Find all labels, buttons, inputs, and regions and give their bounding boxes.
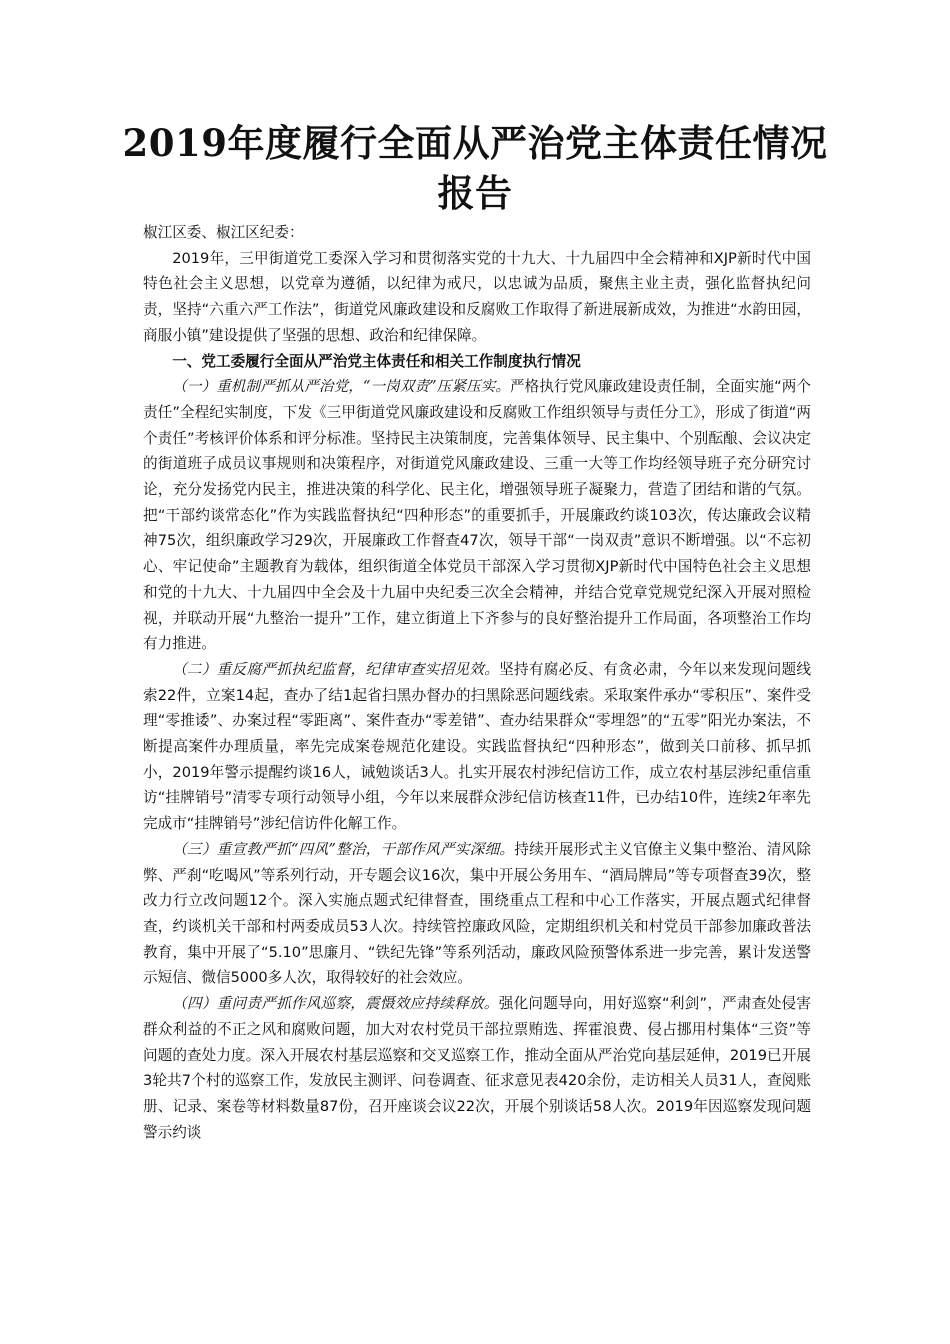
paragraph-1 (143, 374, 811, 657)
document-title (110, 118, 840, 218)
paragraph-4-text: 强化问题导向，用好巡察“利剑”，严肃查处侵害群众利益的不正之风和腐败问题，加大对农村党员干部拉票贿选、挥霍浪费、侵占挪用村集体“三资”等问题的查处力度。深入开展农村基层巡察和交叉巡察工作，推动全面从严治党向基层延伸，2019已开展3轮共7个村的巡察工作，发放民主测评、问卷调查、征求意见表420余份，走访相关人员31人，查阅账册、记录、案卷等材料数量87份，召开座谈会议22次，开展个别谈话58人次。2019年因巡察发现问题警示约谈 (143, 995, 811, 1141)
title-line-2: 报告 (437, 171, 513, 215)
section-heading-1: 一、党工委履行全面从严治党主体责任和相关工作制度执行情况 (172, 352, 581, 370)
document-body (143, 220, 811, 1145)
paragraph-2 (143, 657, 811, 837)
title-line-1: 2019年度履行全面从严治党主体责任情况 (122, 121, 828, 165)
paragraph-4-heading: （四）重问责严抓作风巡察，震慑效应持续释放。 (172, 995, 499, 1013)
paragraph-4 (143, 991, 811, 1145)
paragraph-2-text: 坚持有腐必反、有贪必肃，今年以来发现问题线索22件，立案14起，查办了结1起省扫黑办督办的扫黑除恶问题线索。采取案件承办“零积压”、案件受理“零推诿”、办案过程“零距离”、案件查办“零差错”、查办结果群众“零埋怨”的“五零”阳光办案法，不断提高案件办理质量，率先完成案卷规范化建设。实践监督执纪“四种形态”，做到关口前移、抓早抓小，2019年警示提醒约谈16人，诫勉谈话3人。扎实开展农村涉纪信访工作，成立农村基层涉纪重信重访“挂牌销号”清零专项行动领导小组，今年以来展群众涉纪信访核查11件，已办结10件，连续2年率先完成市“挂牌销号”涉纪信访件化解工作。 (143, 660, 811, 833)
intro-paragraph: 2019年，三甲街道党工委深入学习和贯彻落实党的十九大、十九届四中全会精神和XJP新时代中国特色社会主义思想，以党章为遵循，以纪律为戒尺，以忠诚为品质，聚焦主业主责，强化监督执纪问责，坚持“六重六严工作法”，街道党风廉政建设和反腐败工作取得了新进展新成效，为推进“水韵田园，商服小镇”建设提供了坚强的思想、政治和纪律保障。 (143, 249, 811, 344)
salutation: 椒江区委、椒江区纪委： (143, 224, 304, 241)
paragraph-2-heading: （二）重反腐严抓执纪监督，纪律审查实招见效。 (172, 660, 500, 678)
paragraph-3-heading: （三）重宣教严抓“四风”整治，干部作风严实深细。 (172, 840, 515, 858)
paragraph-1-text: 严格执行党风廉政建设责任制，全面实施“两个责任”全程纪实制度，下发《三甲街道党风廉政建设和反腐败工作组织领导与责任分工》，形成了街道“两个责任”考核评价体系和评分标准。坚持民主决策制度，完善集体领导、民主集中、个别酝酿、会议决定的街道班子成员议事规则和决策程序，对街道党风廉政建设、三重一大等工作均经领导班子充分研究讨论，充分发扬党内民主，推进决策的科学化、民主化，增强领导班子凝聚力，营造了团结和谐的气氛。把“干部约谈常态化”作为实践监督执纪“四种形态”的重要抓手，开展廉政约谈103次，传达廉政会议精神75次，组织廉政学习29次，开展廉政工作督查47次，领导干部“一岗双责”意识不断增强。以“不忘初心、牢记使命”主题教育为载体，组织街道全体党员干部深入学习贯彻XJP新时代中国特色社会主义思想和党的十九大、十九届四中全会及十九届中央纪委三次全会精神，并结合党章党规党纪深入开展对照检视，并联动开展“九整治一提升”工作，建立街道上下齐参与的良好整治提升工作局面，各项整治工作均有力推进。 (143, 378, 811, 653)
paragraph-3-text: 持续开展形式主义官僚主义集中整治、清风除弊、严刹“吃喝风”等系列行动，开专题会议16次，集中开展公务用车、“酒局牌局”等专项督查39次，整改力行立改问题12个。深入实施点题式纪律督查，围绕重点工程和中心工作落实，开展点题式纪律督查，约谈机关干部和村两委成员53人次。持续管控廉政风险，定期组织机关和村党员干部参加廉政普法教育，集中开展了“5.10”思廉月、“铁纪先锋”等系列活动，廉政风险预警体系进一步完善，累计发送警示短信、微信5000多人次，取得较好的社会效应。 (143, 840, 811, 987)
paragraph-3 (143, 837, 811, 991)
paragraph-1-heading: （一）重机制严抓从严治党，“一岗双责”压紧压实。 (172, 378, 511, 396)
